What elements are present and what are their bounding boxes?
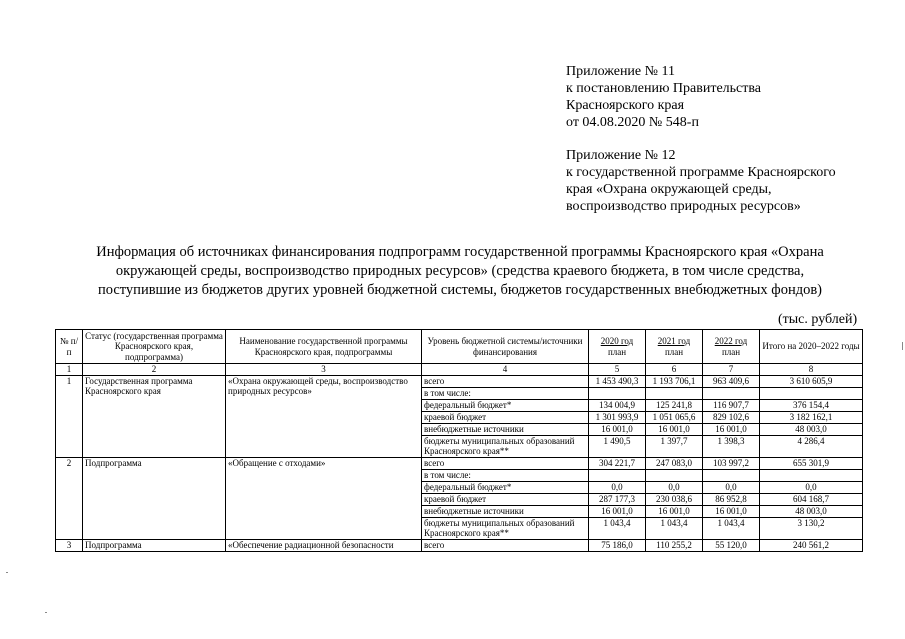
cell-2022: 1 043,4 — [703, 517, 760, 539]
cell-2020 — [589, 469, 646, 481]
cell-2022: 103 997,2 — [703, 457, 760, 469]
cell-2020: 304 221,7 — [589, 457, 646, 469]
document-title-line-1: Информация об источниках финансирования подпрограмм государственной программы Красноярского края «Охрана — [96, 244, 824, 260]
row-level: в том числе: — [422, 469, 589, 481]
annex-11-line-3: Красноярского края — [566, 98, 685, 113]
row-program-name: «Обращение с отходами» — [226, 457, 422, 539]
column-number: 7 — [703, 364, 760, 376]
row-program-name: «Обеспечение радиационной безопасности — [226, 539, 422, 551]
cell-2021: 230 038,6 — [646, 493, 703, 505]
row-status: Подпрограмма — [83, 457, 226, 539]
cell-2022: 963 409,6 — [703, 375, 760, 387]
document-title — [40, 243, 880, 300]
cell-total: 3 182 162,1 — [760, 411, 863, 423]
column-number: 3 — [226, 364, 422, 376]
document-title-line-3: поступившие из бюджетов других уровней бюджетной системы, бюджетов государственных внебюджетных фондов) — [97, 282, 823, 298]
header-2021-plan: план — [664, 346, 684, 357]
cell-2020: 75 186,0 — [589, 539, 646, 551]
cell-2022: 1 398,3 — [703, 435, 760, 457]
header-2022-year: 2022 год — [714, 336, 748, 346]
cell-2021: 0,0 — [646, 481, 703, 493]
cell-2021: 110 255,2 — [646, 539, 703, 551]
cell-total: 3 610 605,9 — [760, 375, 863, 387]
table-row — [56, 375, 863, 387]
header-status: Статус (государственная программа Красноярского края, подпрограмма) — [83, 330, 226, 364]
annex-12-line-3: края «Охрана окружающей среды, — [566, 182, 772, 197]
cell-2022: 116 907,7 — [703, 399, 760, 411]
units-label: (тыс. рублей) — [778, 312, 858, 327]
cell-2021 — [646, 469, 703, 481]
row-level: в том числе: — [422, 387, 589, 399]
header-total: Итого на 2020–2022 годы — [760, 330, 863, 364]
row-status: Государственная программа Красноярского края — [83, 375, 226, 457]
header-num: № п/п — [56, 330, 83, 364]
header-2022 — [703, 330, 760, 364]
column-number: 6 — [646, 364, 703, 376]
row-number: 3 — [56, 539, 83, 551]
row-level: всего — [422, 375, 589, 387]
cell-total: 3 130,2 — [760, 517, 863, 539]
column-number: 8 — [760, 364, 863, 376]
cell-2020: 1 453 490,3 — [589, 375, 646, 387]
cell-2022: 0,0 — [703, 481, 760, 493]
cell-2021: 1 397,7 — [646, 435, 703, 457]
row-level: федеральный бюджет* — [422, 399, 589, 411]
header-2020-year: 2020 год — [600, 336, 634, 346]
cell-2021: 1 043,4 — [646, 517, 703, 539]
cell-2022: 55 120,0 — [703, 539, 760, 551]
cell-2021: 1 193 706,1 — [646, 375, 703, 387]
cell-2022 — [703, 469, 760, 481]
cell-2021: 125 241,8 — [646, 399, 703, 411]
column-number: 2 — [83, 364, 226, 376]
annex-12-header — [566, 147, 836, 215]
cell-2022 — [703, 387, 760, 399]
row-number: 1 — [56, 375, 83, 457]
header-2021 — [646, 330, 703, 364]
cell-2020: 134 004,9 — [589, 399, 646, 411]
row-level: краевой бюджет — [422, 411, 589, 423]
row-level: федеральный бюджет* — [422, 481, 589, 493]
column-number: 4 — [422, 364, 589, 376]
scan-artifact — [902, 342, 903, 350]
row-level: внебюджетные источники — [422, 505, 589, 517]
cell-2020: 16 001,0 — [589, 505, 646, 517]
header-2021-year: 2021 год — [657, 336, 691, 346]
annex-11-line-1: Приложение № 11 — [566, 64, 675, 79]
cell-total: 655 301,9 — [760, 457, 863, 469]
table-row — [56, 457, 863, 469]
annex-11-line-2: к постановлению Правительства — [566, 81, 762, 96]
header-2020 — [589, 330, 646, 364]
cell-2022: 16 001,0 — [703, 505, 760, 517]
row-number: 2 — [56, 457, 83, 539]
cell-2021: 16 001,0 — [646, 423, 703, 435]
annex-12-line-1: Приложение № 12 — [566, 148, 676, 163]
annex-11-header — [566, 63, 761, 131]
row-level: всего — [422, 457, 589, 469]
row-level: бюджеты муниципальных образований Красноярского края** — [422, 517, 589, 539]
header-2022-plan: план — [721, 346, 741, 357]
cell-2020: 0,0 — [589, 481, 646, 493]
cell-2022: 86 952,8 — [703, 493, 760, 505]
row-status: Подпрограмма — [83, 539, 226, 551]
cell-2020: 1 301 993,9 — [589, 411, 646, 423]
document-title-line-2: окружающей среды, воспроизводство природных ресурсов» (средства краевого бюджета, в том числе средства, — [115, 263, 805, 279]
cell-total — [760, 387, 863, 399]
cell-total: 0,0 — [760, 481, 863, 493]
row-level: бюджеты муниципальных образований Красноярского края** — [422, 435, 589, 457]
cell-2020: 287 177,3 — [589, 493, 646, 505]
cell-2022: 16 001,0 — [703, 423, 760, 435]
cell-2020: 1 043,4 — [589, 517, 646, 539]
row-level: краевой бюджет — [422, 493, 589, 505]
cell-2020: 16 001,0 — [589, 423, 646, 435]
row-level: всего — [422, 539, 589, 551]
table-row — [56, 539, 863, 551]
annex-11-line-4: от 04.08.2020 № 548-п — [566, 115, 699, 130]
cell-2022: 829 102,6 — [703, 411, 760, 423]
header-name: Наименование государственной программы Красноярского края, подпрограммы — [226, 330, 422, 364]
header-level: Уровень бюджетной системы/источники финансирования — [422, 330, 589, 364]
cell-2021 — [646, 387, 703, 399]
column-number: 1 — [56, 364, 83, 376]
cell-total: 604 168,7 — [760, 493, 863, 505]
cell-2020 — [589, 387, 646, 399]
cell-2020: 1 490,5 — [589, 435, 646, 457]
cell-total: 48 003,0 — [760, 423, 863, 435]
financing-table — [55, 329, 863, 552]
cell-2021: 16 001,0 — [646, 505, 703, 517]
cell-total: 48 003,0 — [760, 505, 863, 517]
cell-total: 240 561,2 — [760, 539, 863, 551]
table-header-row — [56, 330, 863, 364]
cell-2021: 247 083,0 — [646, 457, 703, 469]
column-number: 5 — [589, 364, 646, 376]
cell-total: 4 286,4 — [760, 435, 863, 457]
annex-12-line-2: к государственной программе Красноярского — [566, 165, 836, 180]
scan-artifact — [45, 612, 47, 613]
cell-total — [760, 469, 863, 481]
cell-total: 376 154,4 — [760, 399, 863, 411]
scan-artifact — [6, 572, 8, 573]
cell-2021: 1 051 065,6 — [646, 411, 703, 423]
row-program-name: «Охрана окружающей среды, воспроизводство природных ресурсов» — [226, 375, 422, 457]
annex-12-line-4: воспроизводство природных ресурсов» — [566, 199, 801, 214]
header-2020-plan: план — [607, 346, 627, 357]
row-level: внебюджетные источники — [422, 423, 589, 435]
column-number-row — [56, 364, 863, 376]
